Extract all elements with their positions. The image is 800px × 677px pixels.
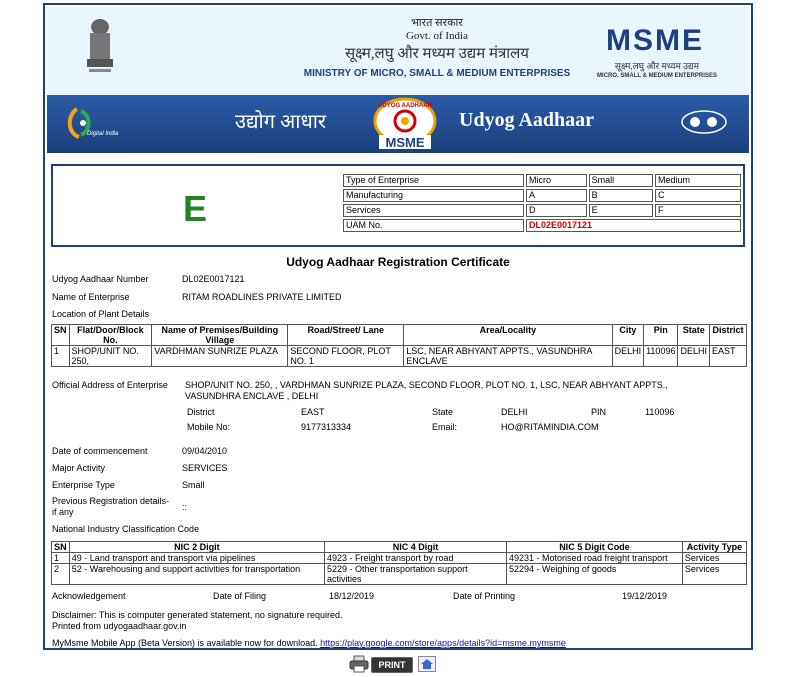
- district-value: EAST: [301, 407, 325, 417]
- uam-value: DL02E0017121: [526, 219, 741, 232]
- printed-from: Printed from udyogaadhaar.gov.in: [52, 621, 187, 631]
- major-activity-label: Major Activity: [52, 463, 106, 473]
- table-row: 1 49 - Land transport and transport via pipelines 4923 - Freight transport by road 49231 - Motorised road freight transport Services: [52, 553, 747, 564]
- printing-date-value: 19/12/2019: [622, 591, 668, 601]
- prev-reg-label-2: if any: [52, 507, 74, 517]
- commencement-label: Date of commencement: [52, 446, 148, 456]
- disclaimer: Disclaimer: This is computer generated statement, no signature required.: [52, 610, 343, 620]
- msme-english: MICRO, SMALL & MEDIUM ENTERPRISES: [597, 73, 717, 79]
- svg-text:MSME: MSME: [385, 135, 425, 150]
- category-letter: E: [183, 188, 208, 229]
- state-label: State: [432, 407, 454, 417]
- table-row: [343, 219, 741, 232]
- svg-text:UDYOG AADHAAR: UDYOG AADHAAR: [378, 103, 432, 109]
- plant-location-label: Location of Plant Details: [52, 309, 150, 319]
- svg-text:MSME: MSME: [606, 25, 704, 53]
- certificate-title: Udyog Aadhaar Registration Certificate: [286, 255, 510, 269]
- digital-india-text: Digital India: [87, 131, 119, 137]
- table-row: 1 SHOP/UNIT NO. 250, VARDHMAN SUNRIZE PLAZA SECOND FLOOR, PLOT NO. 1 LSC, NEAR ABHYANT APPTS., VASUNDHRA ENCLAVE DELHI 110096 DELHI EAST: [52, 346, 747, 367]
- enterprise-type-value: Small: [182, 480, 205, 490]
- prev-reg-value: ::: [182, 502, 188, 512]
- home-icon[interactable]: [418, 656, 436, 672]
- msme-hindi: सूक्ष्म,लघु और मध्यम उद्यम: [614, 61, 700, 71]
- state-value: DELHI: [501, 407, 528, 417]
- plant-table: [51, 324, 747, 367]
- major-activity-value: SERVICES: [182, 463, 228, 473]
- uan-value: DL02E0017121: [182, 274, 245, 284]
- udyog-english: Udyog Aadhaar: [459, 109, 595, 131]
- prev-reg-label: Previous Registration details-: [52, 496, 170, 506]
- mobile-label: Mobile No:: [187, 422, 231, 432]
- udyog-banner: [47, 95, 749, 153]
- acknowledgement-label: Acknowledgement: [52, 591, 126, 601]
- app-text: MyMsme Mobile App (Beta Version) is available now for download.: [52, 638, 318, 648]
- certificate-frame: [43, 3, 753, 650]
- district-label: District: [187, 407, 215, 417]
- nic-label: National Industry Classification Code: [52, 524, 200, 534]
- udyog-hindi: उद्योग आधार: [235, 111, 327, 133]
- nic-table: [51, 541, 747, 585]
- table-row: 2 52 - Warehousing and support activities for transportation 5229 - Other transportation support activities 52294 - Weighing of goods Services: [52, 564, 747, 585]
- app-note: [52, 638, 566, 648]
- email-label: Email:: [432, 422, 458, 432]
- printer-icon[interactable]: [349, 655, 369, 673]
- pin-label: PIN: [591, 407, 607, 417]
- partner-logo-icon: [679, 107, 729, 137]
- table-row: Manufacturing A B C: [343, 189, 741, 202]
- gov-hindi: भारत सरकार: [411, 17, 463, 29]
- print-button[interactable]: PRINT: [371, 657, 413, 673]
- ministry-header: [47, 7, 749, 95]
- official-address-label: Official Address of Enterprise: [52, 380, 168, 390]
- table-row: Services D E F: [343, 204, 741, 217]
- ministry-hindi: सूक्ष्म,लघु और मध्यम उद्यम मंत्रालय: [345, 46, 529, 62]
- uam-label: UAM No.: [343, 219, 524, 232]
- official-address-value: SHOP/UNIT NO. 250, , VARDHMAN SUNRIZE PLAZA, SECOND FLOOR, PLOT NO. 1, LSC, NEAR ABHYANT APPTS., VASUNDHRA ENCLAVE , DELHI: [185, 380, 668, 401]
- table-row: SN Flat/Door/Block No. Name of Premises/Building Village Road/Street/ Lane Area/Locality City Pin State District: [52, 325, 747, 346]
- msme-logo-icon: [595, 25, 715, 53]
- filing-date-value: 18/12/2019: [329, 591, 375, 601]
- table-row: SN NIC 2 Digit NIC 4 Digit NIC 5 Digit Code Activity Type: [52, 542, 747, 553]
- pin-value: 110096: [645, 407, 675, 417]
- udyog-aadhaar-seal-icon: [365, 97, 445, 151]
- table-row: Type of Enterprise Micro Small Medium: [343, 174, 741, 187]
- enterprise-category-box: [51, 164, 745, 247]
- enterprise-name-label: Name of Enterprise: [52, 292, 130, 302]
- enterprise-name-value: RITAM ROADLINES PRIVATE LIMITED: [182, 292, 342, 302]
- digital-india-logo-icon: [63, 103, 133, 143]
- email-value: HO@RITAMINDIA.COM: [501, 422, 599, 432]
- uan-label: Udyog Aadhaar Number: [52, 274, 149, 284]
- printing-date-label: Date of Printing: [453, 591, 516, 601]
- enterprise-type-label: Enterprise Type: [52, 480, 115, 490]
- filing-date-label: Date of Filing: [213, 591, 267, 601]
- commencement-value: 09/04/2010: [182, 446, 228, 456]
- app-download-link[interactable]: https://play.google.com/store/apps/details?id=msme.mymsme: [320, 638, 566, 648]
- mobile-value: 9177313334: [301, 422, 352, 432]
- gov-english: Govt. of India: [405, 30, 468, 42]
- ministry-english: MINISTRY OF MICRO, SMALL & MEDIUM ENTERPRISES: [303, 68, 571, 79]
- national-emblem-icon: [82, 17, 118, 79]
- enterprise-type-table: [341, 172, 743, 234]
